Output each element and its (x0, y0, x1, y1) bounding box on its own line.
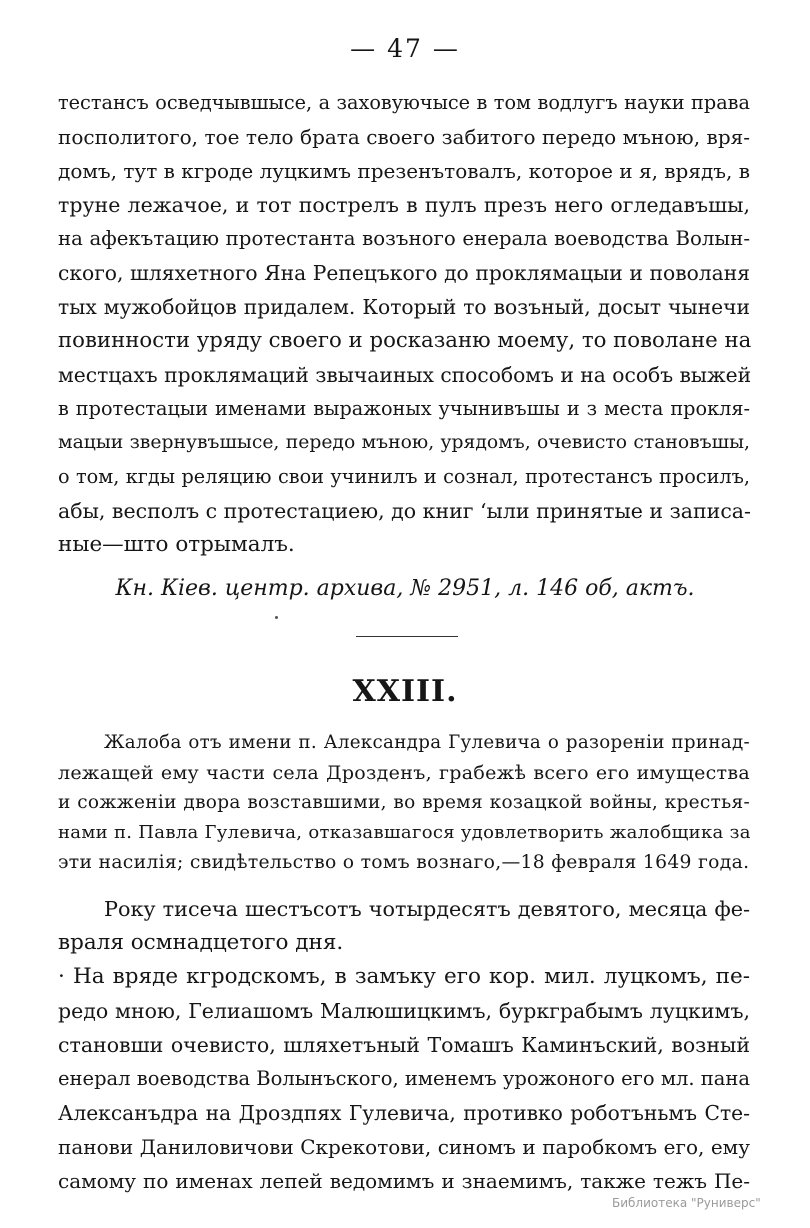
archive-citation: Кн. Кiев. центр. архива, № 2951, л. 146 об, актъ. (115, 576, 695, 601)
text-line: панови Даниловичови Скрекотови, синомъ и паробкомъ его, ему (58, 1135, 750, 1159)
summary-line: Жалоба отъ имени п. Александра Гулевича о разоренiи принад- (104, 732, 750, 753)
text-line: на афекътацию протестанта возъного енерала воеводства Волын- (58, 227, 750, 250)
page-number: — 47 — (350, 34, 460, 63)
text-line: домъ, тут в кгроде луцкимъ презенътовалъ, которое и я, врядъ, в (58, 159, 750, 183)
document-number-heading: XXIII. (352, 674, 458, 709)
summary-line: эти насилiя; свидѣтельство о томъ вознаго,—18 февраля 1649 года. (58, 852, 750, 873)
text-line: самому по именах лепей ведомимъ и знаемимъ, также тежъ Пе- (58, 1169, 750, 1193)
print-speck (275, 616, 278, 619)
text-line: о том, кгды реляцию свои учинилъ и сознал, протестансъ просилъ, (58, 465, 750, 488)
text-line: труне лежачое, и тот пострелъ в пулъ презъ него огледавъшы, (58, 193, 750, 217)
text-line: Алексанъдра на Дроздпях Гулевича, противко роботъньмъ Сте- (58, 1101, 750, 1125)
text-line: тестансъ осведчывшысе, а заховуючысе в том водлугъ науки права (58, 91, 750, 114)
text-line: ные—што отрымалъ. (58, 532, 295, 557)
text-line: Року тисеча шестъсотъ чотырдесятъ девятого, месяца фе- (104, 897, 750, 921)
text-line: местцахъ проклямаций звычаиных способомъ и на особъ выжей (58, 363, 752, 387)
text-line: абы, весполъ с протестациею, до книг ʻыли принятые и записа- (58, 499, 751, 523)
text-line: повинности уряду своего и росказаню моему, то поволане на (58, 328, 752, 353)
text-line: становши очевисто, шляхетъный Томашъ Каминъский, возный (58, 1033, 750, 1057)
text-line: ского, шляхетного Яна Репецъкого до проклямацыи и поволаня (58, 261, 750, 285)
text-line: посполитого, тое тело брата своего забитого передо мъною, вря- (58, 125, 750, 149)
text-line: враля осмнадцетого дня. (58, 930, 344, 955)
text-line: енерал воеводства Волынъского, именемъ урожоного его мл. пана (58, 1067, 751, 1090)
text-line: · На вряде кгродскомъ, в замъку его кор. мил. луцкомъ, пе- (58, 964, 750, 989)
text-line: редо мною, Гелиашомъ Малюшицкимъ, буркграбымъ луцкимъ, (58, 999, 750, 1023)
library-watermark: Библиотека "Руниверс" (612, 1196, 761, 1210)
text-line: мацыи звернувъшысе, передо мъною, урядомъ, очевисто становъшы, (58, 432, 750, 453)
text-line: в протестацыи именами выражоных учынивъшы и з места прокля- (58, 397, 750, 420)
summary-line: и сожженiи двора возставшими, во время козацкой войны, крестья- (58, 792, 750, 813)
summary-line: лежащей ему части села Дрозденъ, грабежѣ всего его имущества (58, 762, 750, 784)
summary-line: нами п. Павла Гулевича, отказавшагося удовлетворить жалобщика за (58, 822, 751, 843)
text-line: тых мужобойцов придалем. Который то возъный, досыт чынечи (58, 295, 750, 319)
section-divider (356, 636, 458, 637)
